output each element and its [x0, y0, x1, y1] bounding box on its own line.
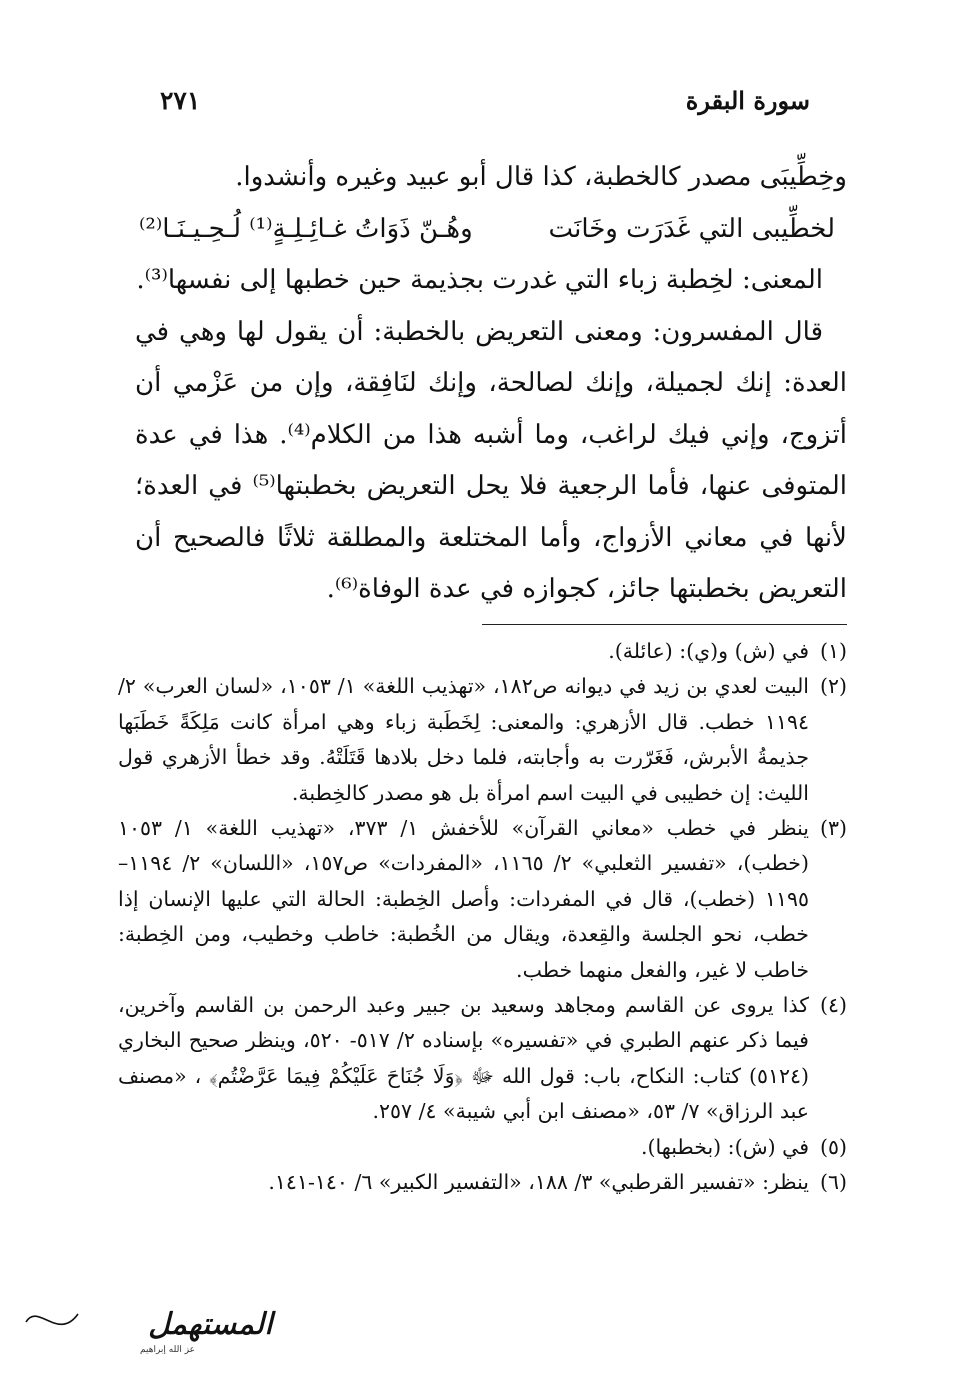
page-header — [160, 86, 810, 126]
footnote — [118, 811, 847, 988]
verse-second-hemistich: وهُـنّ ذَوَاتُ غـائِـلِـةٍ⁽¹⁾ لُـحِـيـنَـا⁽²⁾ — [139, 213, 473, 244]
footnotes — [118, 634, 847, 1201]
footnote-number: (٢) — [819, 674, 847, 699]
footnote-text: في (ش): (بخطبها). — [641, 1134, 809, 1159]
footnote — [118, 634, 847, 669]
commentary-paragraph: قال المفسرون: ومعنى التعريض بالخطبة: أن يقول لها وهي في العدة: إنك لجميلة، وإنك لصالحة، وإنك لنَافِقة، وإن من عَزْمي أن أتزوج، وإني فيك لراغب، وما أشبه هذا من الكلام⁽⁴⁾. هذا في عدة المتوفى عنها، فأما الرجعية فلا يحل التعريض بخطبتها⁽⁵⁾ في العدة؛ لأنها في معاني الأزواج، وأما المختلعة والمطلقة ثلاثًا فالصحيح أن التعريض بخطبتها جائز، كجوازه في عدة الوفاة⁽⁶⁾. — [135, 316, 847, 604]
svg-text:عز الله إبراهيم: عز الله إبراهيم — [140, 1345, 196, 1355]
footnote — [118, 1165, 847, 1200]
surah-title: سورة البقرة — [685, 86, 810, 115]
footnote — [118, 988, 847, 1130]
footnote-text: البيت لعدي بن زيد في ديوانه ص١٨٢، «تهذيب اللغة» ١/ ١٠٥٣، «لسان العرب» ٢/ ١١٩٤ خطب. قال الأزهري: والمعنى: لِخَطَبة زباء وهي امرأة كانت مَلِكَةً خَطَبَها جذيمةُ الأبرش، فَغَرّرت به وأجابته، فلما دخل بلادها قَتَلَتْهُ. وقد خطأ الأزهري قول الليث: إن خطيبى في البيت اسم امرأة بل هو مصدر كالخِطبة. — [118, 674, 810, 805]
footnote-text: ينظر: «تفسير القرطبي» ٣/ ١٨٨، «التفسير الكبير» ٦/ ١٤٠-١٤١. — [268, 1170, 809, 1195]
footnote — [118, 1130, 847, 1165]
publisher-logo — [8, 1292, 273, 1362]
footnote-number: (٦) — [819, 1170, 847, 1195]
verse-first-hemistich: لخطِّيبى التي غَدَرَت وخَانَت — [548, 213, 835, 244]
footnote-number: (٣) — [819, 816, 847, 841]
main-text — [135, 152, 847, 616]
meaning-line: المعنى: لخِطبة زباء التي غدرت بجذيمة حين خطبها إلى نفسها⁽³⁾. — [136, 265, 823, 295]
page-number: ٢٧١ — [160, 86, 201, 115]
footnote-number: (٤) — [819, 993, 847, 1018]
poetry-verse — [135, 204, 847, 256]
footnote-number: (١) — [819, 639, 847, 663]
footnote-number: (٥) — [819, 1134, 847, 1159]
svg-text:المستهمل: المستهمل — [148, 1307, 273, 1342]
footnote-text: في (ش) و(ي): (عائلة). — [608, 639, 809, 663]
footnote-text: كذا يروى عن القاسم ومجاهد وسعيد بن جبير وعبد الرحمن بن القاسم وآخرين، فيما ذكر عنهم الطبري في «تفسيره» بإسناده ٢/ ٥١٧- ٥٢٠، وينظر صحيح البخاري (٥١٢٤) كتاب: النكاح، باب: قول الله ﷻ ﴿وَلَا جُنَاحَ عَلَيْكُمْ فِيمَا عَرَّضْتُم﴾ ، «مصنف عبد الرزاق» ٧/ ٥٣، «مصنف ابن أبي شيبة» ٤/ ٢٥٧. — [118, 993, 809, 1124]
footnote — [118, 669, 847, 811]
body-line-1: وخِطِّيبَى مصدر كالخطبة، كذا قال أبو عبيد وغيره وأنشدوا. — [235, 162, 847, 192]
footnote-text: ينظر في خطب «معاني القرآن» للأخفش ١/ ٣٧٣، «تهذيب اللغة» ١/ ١٠٥٣ (خطب)، «تفسير الثعلبي» ٢/ ١١٦٥، «المفردات» ص١٥٧، «اللسان» ٢/ ١١٩٤– ١١٩٥ (خطب)، قال في المفردات: وأصل الخِطبة: الحالة التي عليها الإنسان إذا خطب، نحو الجلسة والقِعدة، ويقال من الخُطبة: خاطب وخطيب، ومن الخِطبة: خاطب لا غير، والفعل منهما خطب. — [118, 816, 809, 982]
footnote-separator — [482, 624, 847, 625]
